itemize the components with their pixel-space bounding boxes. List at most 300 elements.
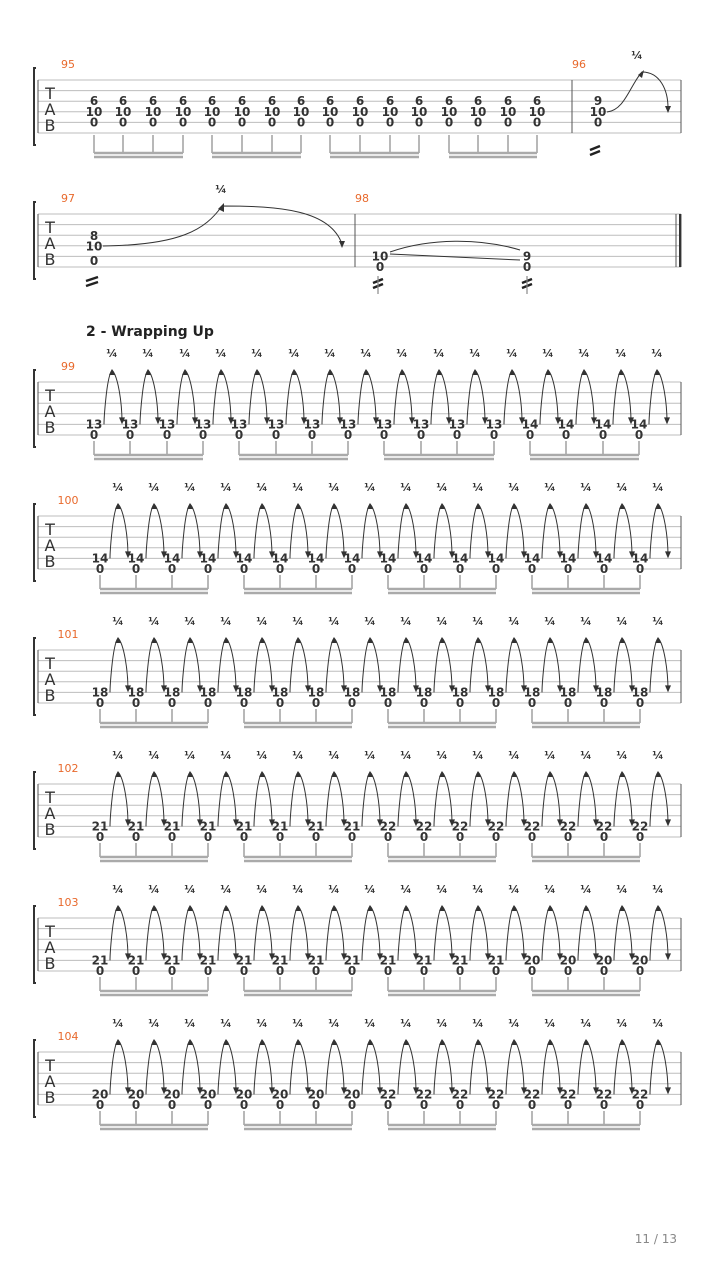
bend-label: ¼ <box>328 1017 340 1030</box>
fret-number: 21 <box>235 819 253 834</box>
bend-curve <box>578 1040 596 1094</box>
fret-number: 18 <box>631 685 649 700</box>
fret-number: 0 <box>419 964 429 978</box>
tab-clef-t: T <box>45 922 55 941</box>
bend-curve <box>218 906 236 960</box>
fret-number: 10 <box>410 104 428 119</box>
bend-label: ¼ <box>215 347 227 360</box>
fret-number: 22 <box>487 819 505 834</box>
fret-number: 14 <box>199 551 217 566</box>
bend-label: ¼ <box>292 1017 304 1030</box>
fret-number: 10 <box>589 104 607 119</box>
bend-label: ¼ <box>616 481 628 494</box>
fret-number: 0 <box>527 964 537 978</box>
measure-number: 104 <box>57 1030 79 1043</box>
system-99 <box>34 347 681 459</box>
tremolo-mark <box>590 146 600 150</box>
fret-number: 18 <box>163 685 181 700</box>
fret-number: 0 <box>239 562 249 576</box>
fret-number: 0 <box>419 830 429 844</box>
fret-number: 14 <box>343 551 361 566</box>
fret-number: 10 <box>469 104 487 119</box>
fret-number: 0 <box>455 964 465 978</box>
fret-number: 0 <box>311 562 321 576</box>
staff-bracket <box>34 504 36 581</box>
fret-number: 21 <box>127 819 145 834</box>
bend-label: ¼ <box>220 481 232 494</box>
fret-number: 0 <box>325 115 335 130</box>
bend-label: ¼ <box>328 883 340 896</box>
bend-label: ¼ <box>364 615 376 628</box>
fret-number: 0 <box>473 115 483 130</box>
bend-curve <box>218 504 236 558</box>
tab-systems <box>34 49 681 1129</box>
fret-number: 13 <box>194 417 212 432</box>
bend-curve <box>146 906 164 960</box>
bend-label: ¼ <box>508 481 520 494</box>
bend-label: ¼ <box>220 749 232 762</box>
fret-number: 21 <box>379 953 397 968</box>
fret-number: 13 <box>448 417 466 432</box>
bend-label: ¼ <box>148 749 160 762</box>
fret-number: 10 <box>292 104 310 119</box>
bend-curve <box>326 1040 344 1094</box>
bend-label: ¼ <box>472 883 484 896</box>
bend-curve <box>362 1040 380 1094</box>
fret-number: 20 <box>271 1087 289 1102</box>
fret-number: 0 <box>383 830 393 844</box>
bend-arrowhead <box>665 953 671 960</box>
bend-curve <box>254 906 272 960</box>
fret-number: 0 <box>561 428 571 442</box>
fret-number: 0 <box>599 1098 609 1112</box>
bend-arrowhead <box>665 551 671 558</box>
fret-number: 14 <box>559 551 577 566</box>
fret-number: 0 <box>563 562 573 576</box>
fret-number: 6 <box>503 94 513 109</box>
measure-number: 95 <box>61 58 75 71</box>
bend-label: ¼ <box>508 1017 520 1030</box>
fret-number: 0 <box>455 562 465 576</box>
fret-number: 22 <box>595 819 613 834</box>
fret-number: 20 <box>595 953 613 968</box>
fret-number: 6 <box>473 94 483 109</box>
fret-number: 0 <box>491 964 501 978</box>
bend-label: ¼ <box>292 749 304 762</box>
fret-number: 0 <box>131 964 141 978</box>
bend-label: ¼ <box>179 347 191 360</box>
fret-number: 18 <box>91 685 109 700</box>
fret-number: 22 <box>559 1087 577 1102</box>
bend-label: ¼ <box>256 481 268 494</box>
bend-curve <box>607 72 668 112</box>
fret-number: 10 <box>499 104 517 119</box>
bend-curve <box>578 772 596 826</box>
fret-number: 14 <box>521 417 539 432</box>
fret-number: 18 <box>595 685 613 700</box>
fret-number: 0 <box>275 562 285 576</box>
fret-number: 0 <box>419 562 429 576</box>
bend-curve <box>470 906 488 960</box>
fret-number: 0 <box>375 260 385 274</box>
fret-number: 0 <box>527 696 537 710</box>
bend-label: ¼ <box>472 1017 484 1030</box>
fret-number: 0 <box>343 428 353 442</box>
tab-clef-b: B <box>44 418 56 437</box>
fret-number: 22 <box>451 819 469 834</box>
fret-number: 0 <box>167 830 177 844</box>
measure-number: 98 <box>355 192 369 205</box>
system-104 <box>34 1017 681 1129</box>
fret-number: 22 <box>631 819 649 834</box>
bend-label: ¼ <box>328 481 340 494</box>
bend-label: ¼ <box>544 615 556 628</box>
fret-number: 21 <box>487 953 505 968</box>
fret-number: 21 <box>91 953 109 968</box>
fret-number: 0 <box>307 428 317 442</box>
bend-label: ¼ <box>472 749 484 762</box>
bend-label: ¼ <box>580 615 592 628</box>
tab-clef-t: T <box>45 788 55 807</box>
bend-curve <box>506 772 524 826</box>
fret-number: 22 <box>379 819 397 834</box>
fret-number: 10 <box>85 239 103 254</box>
bend-label: ¼ <box>184 481 196 494</box>
bend-curve <box>110 906 128 960</box>
fret-number: 0 <box>118 115 128 130</box>
bend-label: ¼ <box>651 347 663 360</box>
bend-curve <box>103 206 342 246</box>
bend-label: ¼ <box>396 347 408 360</box>
fret-number: 10 <box>528 104 546 119</box>
bend-curve <box>326 772 344 826</box>
bend-label: ¼ <box>544 481 556 494</box>
bend-label: ¼ <box>652 749 664 762</box>
fret-number: 0 <box>125 428 135 442</box>
measure-number: 97 <box>61 192 75 205</box>
fret-number: 6 <box>118 94 128 109</box>
fret-number: 0 <box>275 1098 285 1112</box>
fret-number: 21 <box>343 953 361 968</box>
fret-number: 0 <box>635 562 645 576</box>
bend-label: ¼ <box>364 481 376 494</box>
fret-number: 10 <box>114 104 132 119</box>
bend-curve <box>650 772 668 826</box>
fret-number: 0 <box>167 964 177 978</box>
fret-number: 0 <box>131 830 141 844</box>
bend-curve <box>362 772 380 826</box>
tab-clef-b: B <box>44 686 56 705</box>
bend-label: ¼ <box>148 615 160 628</box>
bend-label: ¼ <box>184 749 196 762</box>
fret-number: 20 <box>631 953 649 968</box>
bend-curve <box>110 504 128 558</box>
bend-curve <box>431 370 449 424</box>
system-101 <box>34 615 681 727</box>
bend-label: ¼ <box>616 1017 628 1030</box>
bend-label: ¼ <box>112 615 124 628</box>
fret-number: 0 <box>347 562 357 576</box>
fret-number: 0 <box>347 830 357 844</box>
bend-label: ¼ <box>580 749 592 762</box>
bend-label: ¼ <box>148 883 160 896</box>
fret-number: 14 <box>523 551 541 566</box>
bend-label: ¼ <box>616 749 628 762</box>
bend-label: ¼ <box>436 481 448 494</box>
bend-label: ¼ <box>148 481 160 494</box>
bend-curve <box>470 504 488 558</box>
bend-curve <box>218 772 236 826</box>
bend-curve <box>614 504 632 558</box>
bend-label: ¼ <box>433 347 445 360</box>
bend-label: ¼ <box>616 883 628 896</box>
fret-number: 10 <box>371 249 389 264</box>
bend-label: ¼ <box>256 749 268 762</box>
bend-arrowhead <box>665 685 671 692</box>
fret-number: 21 <box>199 819 217 834</box>
fret-number: 14 <box>595 551 613 566</box>
bend-curve <box>146 1040 164 1094</box>
bend-curve <box>542 906 560 960</box>
system-102 <box>34 749 681 861</box>
fret-number: 0 <box>532 115 542 130</box>
measure-number: 96 <box>572 58 586 71</box>
fret-number: 0 <box>383 696 393 710</box>
fret-number: 6 <box>355 94 365 109</box>
fret-number: 0 <box>635 830 645 844</box>
bend-curve <box>290 1040 308 1094</box>
fret-number: 6 <box>296 94 306 109</box>
bend-curve <box>650 504 668 558</box>
bend-label: ¼ <box>469 347 481 360</box>
bend-curve <box>254 1040 272 1094</box>
bend-curve <box>182 1040 200 1094</box>
measure-number: 103 <box>57 896 79 909</box>
fret-number: 22 <box>523 1087 541 1102</box>
fret-number: 10 <box>144 104 162 119</box>
bend-label: ¼ <box>652 1017 664 1030</box>
fret-number: 14 <box>415 551 433 566</box>
fret-number: 22 <box>415 1087 433 1102</box>
fret-number: 14 <box>163 551 181 566</box>
bend-label: ¼ <box>292 481 304 494</box>
tab-clef-a: A <box>44 670 56 689</box>
fret-number: 20 <box>523 953 541 968</box>
fret-number: 13 <box>339 417 357 432</box>
fret-number: 0 <box>95 562 105 576</box>
fret-number: 6 <box>89 94 99 109</box>
bend-label: ¼ <box>436 1017 448 1030</box>
fret-number: 0 <box>491 830 501 844</box>
bend-label: ¼ <box>364 749 376 762</box>
bend-label: ¼ <box>542 347 554 360</box>
bend-label: ¼ <box>292 615 304 628</box>
bend-curve <box>182 772 200 826</box>
fret-number: 18 <box>307 685 325 700</box>
bend-curve <box>182 906 200 960</box>
fret-number: 0 <box>95 1098 105 1112</box>
bend-curve <box>398 772 416 826</box>
bend-label: ¼ <box>184 1017 196 1030</box>
bend-curve <box>434 906 452 960</box>
fret-number: 0 <box>522 260 532 274</box>
fret-number: 0 <box>527 562 537 576</box>
fret-number: 0 <box>383 1098 393 1112</box>
fret-number: 10 <box>321 104 339 119</box>
system-103 <box>34 883 681 995</box>
bend-label: ¼ <box>436 615 448 628</box>
fret-number: 14 <box>557 417 575 432</box>
fret-number: 0 <box>148 115 158 130</box>
bend-curve <box>542 504 560 558</box>
fret-number: 10 <box>174 104 192 119</box>
staff-bracket <box>34 370 36 447</box>
bend-label: ¼ <box>652 615 664 628</box>
fret-number: 10 <box>440 104 458 119</box>
fret-number: 13 <box>303 417 321 432</box>
bend-curve <box>434 1040 452 1094</box>
fret-number: 13 <box>230 417 248 432</box>
bend-label: ¼ <box>292 883 304 896</box>
fret-number: 0 <box>167 696 177 710</box>
fret-number: 0 <box>599 964 609 978</box>
fret-number: 18 <box>379 685 397 700</box>
bend-curve <box>140 370 158 424</box>
fret-number: 0 <box>311 830 321 844</box>
measure-number: 102 <box>57 762 79 775</box>
fret-number: 18 <box>415 685 433 700</box>
fret-number: 0 <box>237 115 247 130</box>
bend-curve <box>326 504 344 558</box>
system-100 <box>34 481 681 593</box>
bend-label: ¼ <box>251 347 263 360</box>
fret-number: 10 <box>233 104 251 119</box>
fret-number: 0 <box>527 1098 537 1112</box>
bend-label: ¼ <box>472 615 484 628</box>
fret-number: 0 <box>89 115 99 130</box>
fret-number: 20 <box>307 1087 325 1102</box>
staff-bracket <box>34 202 36 279</box>
fret-number: 0 <box>275 964 285 978</box>
fret-number: 14 <box>487 551 505 566</box>
fret-number: 13 <box>412 417 430 432</box>
bend-curve <box>110 772 128 826</box>
slide-line <box>390 254 520 260</box>
fret-number: 13 <box>121 417 139 432</box>
fret-number: 18 <box>451 685 469 700</box>
tab-clef-a: A <box>44 804 56 823</box>
bend-label: ¼ <box>436 883 448 896</box>
bend-label: ¼ <box>544 1017 556 1030</box>
fret-number: 14 <box>631 551 649 566</box>
bend-label: ¼ <box>215 183 227 196</box>
fret-number: 0 <box>419 696 429 710</box>
bend-label: ¼ <box>256 1017 268 1030</box>
bend-curve <box>650 906 668 960</box>
staff-bracket <box>34 772 36 849</box>
bend-curve <box>290 504 308 558</box>
bend-label: ¼ <box>360 347 372 360</box>
fret-number: 0 <box>634 428 644 442</box>
bend-label: ¼ <box>112 883 124 896</box>
fret-number: 18 <box>559 685 577 700</box>
fret-number: 14 <box>379 551 397 566</box>
bend-curve <box>506 638 524 692</box>
tab-clef-a: A <box>44 1072 56 1091</box>
bend-curve <box>506 1040 524 1094</box>
bend-curve <box>110 1040 128 1094</box>
fret-number: 18 <box>343 685 361 700</box>
bend-curve <box>614 1040 632 1094</box>
fret-number: 0 <box>275 830 285 844</box>
tab-clef-t: T <box>45 654 55 673</box>
fret-number: 20 <box>235 1087 253 1102</box>
bend-curve <box>470 772 488 826</box>
bend-label: ¼ <box>578 347 590 360</box>
fret-number: 0 <box>563 964 573 978</box>
bend-curve <box>470 1040 488 1094</box>
bend-label: ¼ <box>328 615 340 628</box>
bend-arrowhead <box>665 819 671 826</box>
bend-curve <box>398 504 416 558</box>
bend-curve <box>578 504 596 558</box>
fret-number: 0 <box>503 115 513 130</box>
fret-number: 0 <box>167 562 177 576</box>
fret-number: 10 <box>381 104 399 119</box>
bend-label: ¼ <box>544 749 556 762</box>
bend-label: ¼ <box>112 481 124 494</box>
fret-number: 20 <box>163 1087 181 1102</box>
fret-number: 0 <box>491 696 501 710</box>
fret-number: 0 <box>131 696 141 710</box>
bend-curve <box>362 504 380 558</box>
fret-number: 10 <box>203 104 221 119</box>
fret-number: 21 <box>271 953 289 968</box>
fret-number: 0 <box>416 428 426 442</box>
bend-curve <box>613 370 631 424</box>
fret-number: 20 <box>91 1087 109 1102</box>
fret-number: 0 <box>525 428 535 442</box>
section-title: 2 - Wrapping Up <box>86 324 214 340</box>
bend-curve <box>504 370 522 424</box>
bend-curve <box>290 772 308 826</box>
fret-number: 0 <box>419 1098 429 1112</box>
fret-number: 14 <box>271 551 289 566</box>
bend-label: ¼ <box>256 883 268 896</box>
fret-number: 21 <box>163 953 181 968</box>
fret-number: 0 <box>239 964 249 978</box>
bend-label: ¼ <box>544 883 556 896</box>
bend-curve <box>542 772 560 826</box>
bend-curve <box>104 370 122 424</box>
fret-number: 22 <box>559 819 577 834</box>
bend-label: ¼ <box>615 347 627 360</box>
bend-curve <box>326 638 344 692</box>
fret-number: 10 <box>263 104 281 119</box>
fret-number: 0 <box>347 696 357 710</box>
fret-number: 22 <box>379 1087 397 1102</box>
bend-curve <box>649 370 667 424</box>
fret-number: 14 <box>451 551 469 566</box>
staff-bracket <box>34 638 36 715</box>
tab-clef-t: T <box>45 520 55 539</box>
fret-number: 9 <box>522 249 532 264</box>
fret-number: 0 <box>385 115 395 130</box>
fret-number: 14 <box>630 417 648 432</box>
fret-number: 0 <box>207 115 217 130</box>
bend-curve <box>146 638 164 692</box>
bend-curve <box>213 370 231 424</box>
